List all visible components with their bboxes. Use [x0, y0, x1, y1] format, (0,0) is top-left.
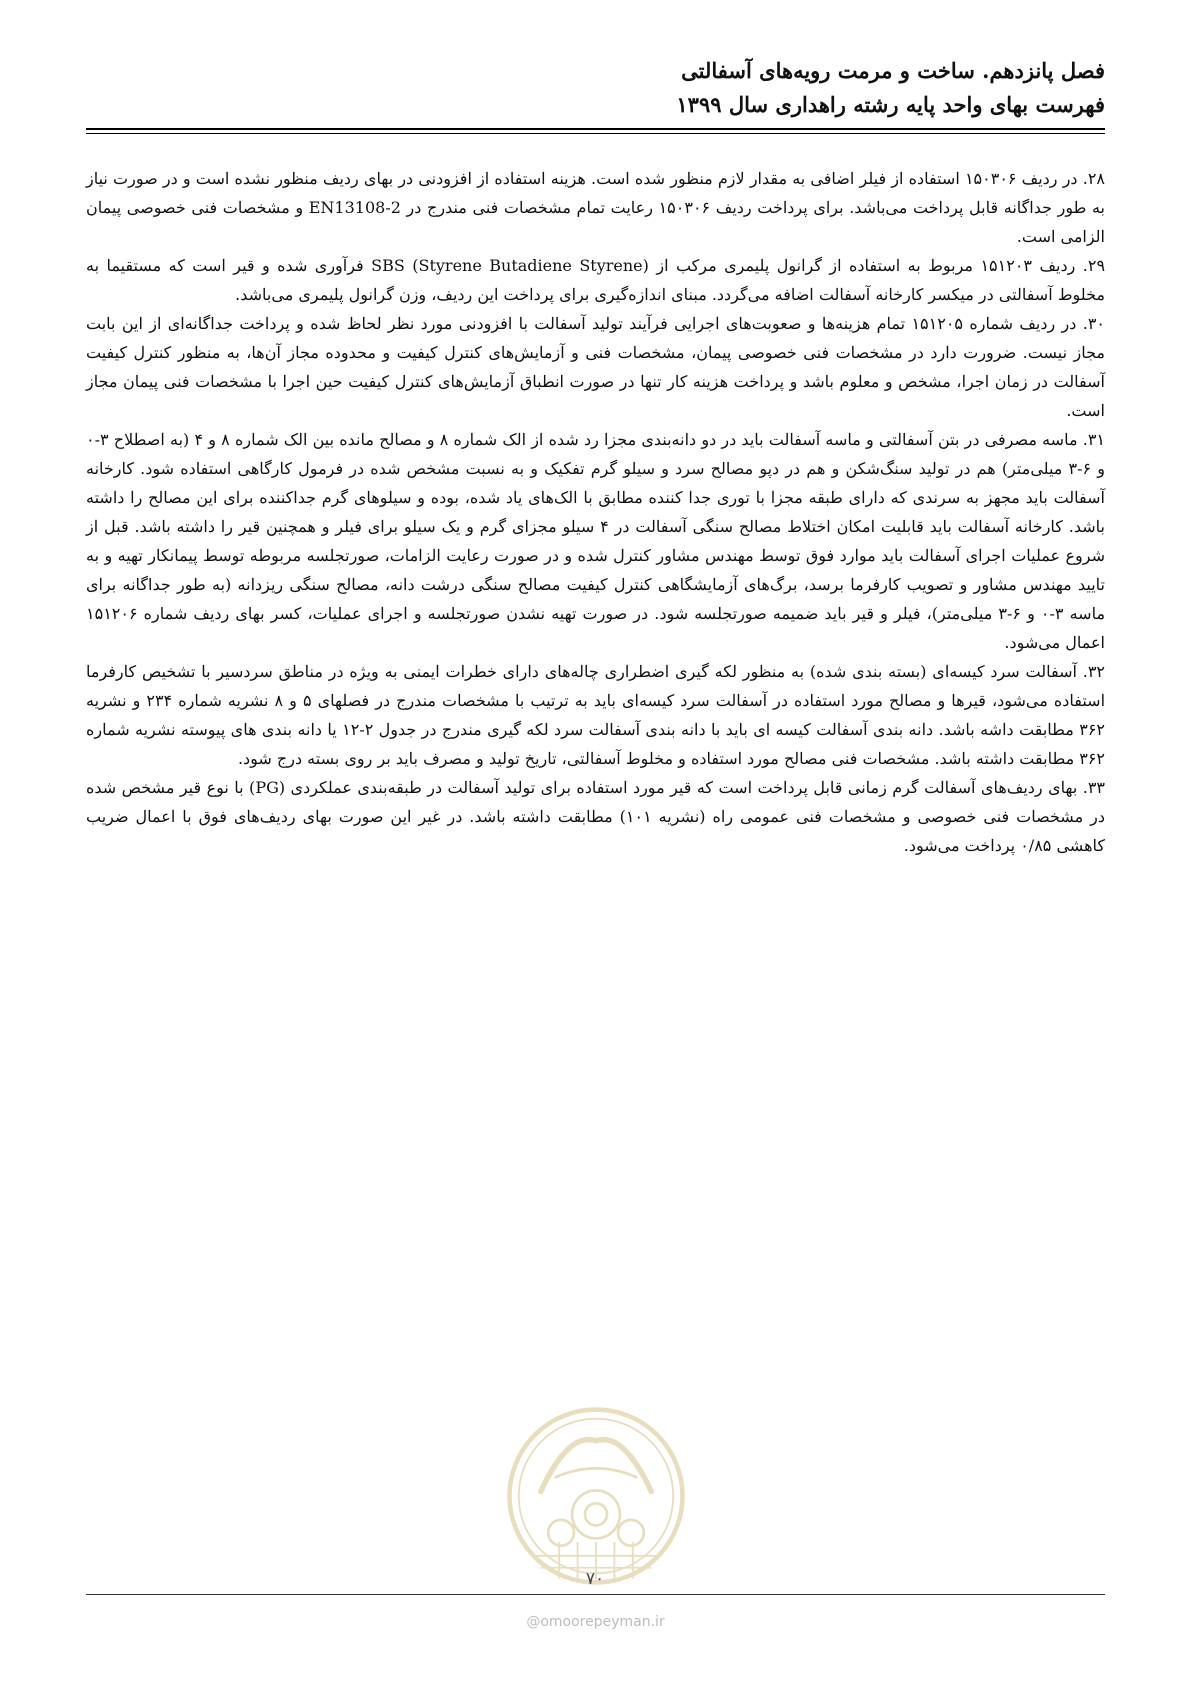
- clause-32: ۳۲. آسفالت سرد کیسه‌ای (بسته بندی شده) به منظور لکه گیری اضطراری چاله‌های دارای خطرات ایمنی به ویژه در مناطق سردسیر با تشخیص کارفرما استفاده می‌شود، قیرها و مصالح مورد استفاده در آسفالت سرد کیسه‌ای باید به ترتیب با مشخصات مندرج در فصلهای ۵ و ۸ نشریه شماره ۲۳۴ و نشریه ۳۶۲ مطابقت داشه باشد. دانه بندی آسفالت کیسه ای باید با دانه بندی آسفالت سرد لکه گیری مندرج در جدول ۲-۱۲ یا دانه بندی های پیوسته نشریه شماره ۳۶۲ مطابقت داشته باشد. مشخصات فنی مصالح مورد استفاده و مخلوط آسفالتی، تاریخ تولید و مصرف باید بر روی بسته درج شود.: [86, 662, 1106, 768]
- page-number: ۷۰: [585, 1569, 605, 1589]
- clause-29: ۲۹. ردیف ۱۵۱۲۰۳ مربوط به استفاده از گرانول پلیمری مرکب از SBS (Styrene Butadiene Styrene) فرآوری شده و قیر است که مستقیما به مخلوط آسفالتی در میکسر کارخانه آسفالت اضافه می‌گردد. مبنای اندازه‌گیری برای پرداخت این ردیف، وزن گرانول پلیمری می‌باشد.: [86, 256, 1106, 304]
- price-list-title: فهرست بهای واحد پایه رشته راهداری سال ۱۳۹۹: [676, 92, 1105, 117]
- clause-33: ۳۳. بهای ردیف‌های آسفالت گرم زمانی قابل پرداخت است که قیر مورد استفاده برای تولید آسفالت در طبقه‌بندی عملکردی (PG) با نوع قیر مشخص شده در مشخصات فنی خصوصی و مشخصات فنی عمومی راه (نشریه ۱۰۱) مطابقت داشته باشد. در غیر این صورت بهای ردیف‌های فوق با اعمال ضریب کاهشی ۰/۸۵ پرداخت می‌شود.: [86, 778, 1106, 855]
- header-rule-thick: [86, 128, 1105, 130]
- source-watermark: @omoorepeyman.ir: [526, 1614, 665, 1630]
- chapter-title: فصل پانزدهم. ساخت و مرمت رویه‌های آسفالتی: [681, 58, 1105, 83]
- clause-31: ۳۱. ماسه مصرفی در بتن آسفالتی و ماسه آسفالت باید در دو دانه‌بندی مجزا رد شده از الک شماره ۸ و مصالح مانده بین الک شماره ۸ و ۴ (به اصطلاح ۳-۰ و ۶-۳ میلی‌متر) هم در تولید سنگ‌شکن و هم در دپو مصالح سرد و سیلو گرم تفکیک و به نسبت مشخص شده در فرمول کارگاهی استفاده شود. کارخانه آسفالت باید مجهز به سرندی که دارای طبقه مجزا با توری جدا کننده مطابق با الک‌های یاد شده، بوده و سیلوهای گرم جداکننده برای این مصالح را داشته باشد. کارخانه آسفالت باید قابلیت امکان اختلاط مصالح سنگی آسفالت در ۴ سیلو مجزای گرم و یک سیلو برای فیلر و همچنین قیر را داشته باشد. قبل از شروع عملیات اجرای آسفالت باید موارد فوق توسط مهندس مشاور کنترل شده و در صورت رعایت الزامات، صورتجلسه مربوطه توسط پیمانکار تهیه و به تایید مهندس مشاور و تصویب کارفرما برسد، برگ‌های آزمایشگاهی کنترل کیفیت مصالح سنگی درشت دانه، مصالح سنگی ریزدانه (به طور جداگانه برای ماسه ۳-۰ و ۶-۳ میلی‌متر)، فیلر و قیر باید ضمیمه صورتجلسه شود. در صورت تهیه نشدن صورتجلسه و اجرای عملیات، کسر بهای ردیف شماره ۱۵۱۲۰۶ اعمال می‌شود.: [86, 430, 1106, 652]
- omoore-peyman-seal-logo: [504, 1404, 688, 1588]
- page-header: [86, 54, 1105, 122]
- header-rule-thin: [86, 133, 1105, 134]
- clause-28: ۲۸. در ردیف ۱۵۰۳۰۶ استفاده از فیلر اضافی به مقدار لازم منظور شده است. هزینه استفاده از افزودنی در بهای ردیف منظور نشده است و در صورت نیاز به طور جداگانه قابل پرداخت می‌باشد. برای پرداخت ردیف ۱۵۰۳۰۶ رعایت تمام مشخصات فنی مندرج در EN13108-2 و مشخصات فنی خصوصی پیمان الزامی است.: [86, 169, 1106, 246]
- body-text: [86, 164, 1105, 860]
- clause-30: ۳۰. در ردیف شماره ۱۵۱۲۰۵ تمام هزینه‌ها و صعوبت‌های اجرایی فرآیند تولید آسفالت با افزودنی مورد نظر لحاظ شده و پرداخت جداگانه‌ای از این بابت مجاز نیست. ضرورت دارد در مشخصات فنی خصوصی پیمان، مشخصات فنی و آزمایش‌های کنترل کیفیت و محدوده مجاز آن‌ها، به منظور کنترل کیفیت آسفالت در زمان اجرا، مشخص و معلوم باشد و پرداخت هزینه کار تنها در صورت انطباق آزمایش‌های کنترل کیفیت حین اجرا با مشخصات فنی پیمان مجاز است.: [86, 314, 1105, 420]
- footer-rule: [86, 1594, 1105, 1595]
